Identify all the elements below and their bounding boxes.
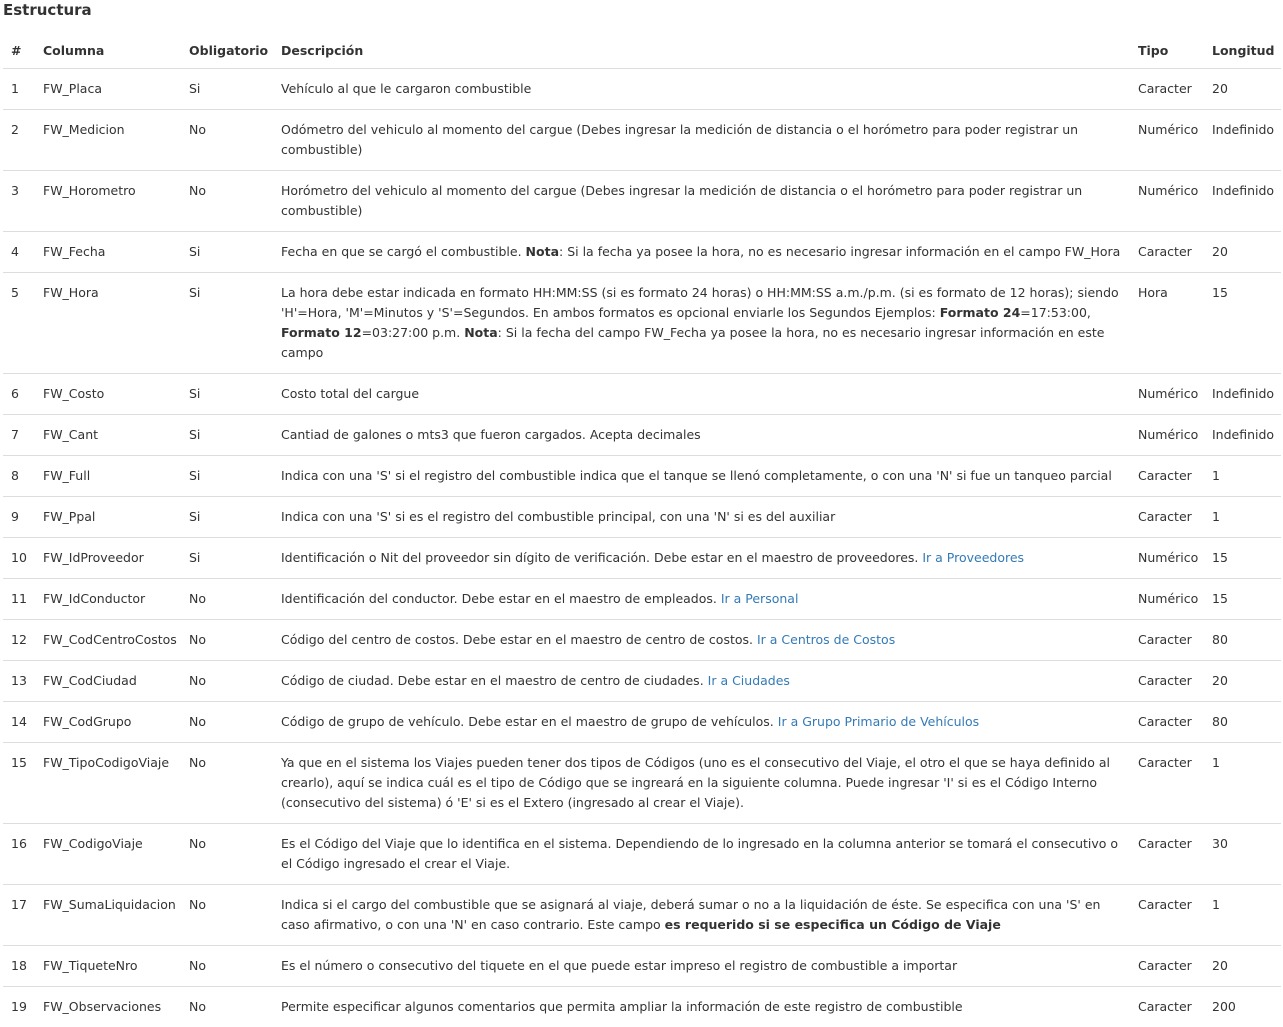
row-descripcion — [273, 946, 1130, 987]
row-longitud: Indefinido — [1204, 415, 1281, 456]
description-bold-text: Formato 24 — [940, 305, 1021, 320]
row-columna: FW_Cant — [35, 415, 181, 456]
description-text: Identificación del conductor. Debe estar en el maestro de empleados. — [281, 591, 721, 606]
row-tipo: Caracter — [1130, 620, 1204, 661]
row-longitud: 1 — [1204, 497, 1281, 538]
description-text: Vehículo al que le cargaron combustible — [281, 81, 531, 96]
row-number: 14 — [3, 702, 35, 743]
row-tipo: Numérico — [1130, 415, 1204, 456]
description-text: Indica si el cargo del combustible que se asignará al viaje, deberá sumar o no a la liquidación de éste. Se especifica con una 'S' en caso afirmativo, o con una 'N' en caso contrario. Este campo — [281, 897, 1100, 932]
row-tipo: Caracter — [1130, 497, 1204, 538]
row-longitud: 1 — [1204, 743, 1281, 824]
row-tipo: Caracter — [1130, 661, 1204, 702]
row-longitud: 20 — [1204, 69, 1281, 110]
row-descripcion — [273, 579, 1130, 620]
description-link[interactable]: Ir a Personal — [721, 591, 799, 606]
row-columna: FW_CodCiudad — [35, 661, 181, 702]
row-obligatorio: Si — [181, 538, 273, 579]
description-text: Código del centro de costos. Debe estar en el maestro de centro de costos. — [281, 632, 757, 647]
row-obligatorio: Si — [181, 497, 273, 538]
row-tipo: Caracter — [1130, 232, 1204, 273]
description-text: : Si la fecha del campo FW_Fecha ya posee la hora, no es necesario ingresar información en este campo — [281, 325, 1104, 360]
row-obligatorio: Si — [181, 456, 273, 497]
row-tipo: Caracter — [1130, 743, 1204, 824]
table-row — [3, 702, 1281, 743]
row-obligatorio: Si — [181, 273, 273, 374]
description-text: =03:27:00 p.m. — [362, 325, 465, 340]
row-obligatorio: Si — [181, 232, 273, 273]
row-number: 6 — [3, 374, 35, 415]
table-row — [3, 538, 1281, 579]
row-tipo: Numérico — [1130, 538, 1204, 579]
row-number: 15 — [3, 743, 35, 824]
description-text: Código de ciudad. Debe estar en el maestro de centro de ciudades. — [281, 673, 708, 688]
table-body — [3, 69, 1281, 1027]
table-row — [3, 171, 1281, 232]
row-longitud: 15 — [1204, 538, 1281, 579]
description-bold-text: Formato 12 — [281, 325, 362, 340]
row-tipo: Numérico — [1130, 374, 1204, 415]
row-tipo: Caracter — [1130, 702, 1204, 743]
row-obligatorio: No — [181, 702, 273, 743]
row-longitud: 20 — [1204, 232, 1281, 273]
row-number: 13 — [3, 661, 35, 702]
row-longitud: Indefinido — [1204, 374, 1281, 415]
description-bold-text: Nota — [464, 325, 497, 340]
row-tipo: Caracter — [1130, 946, 1204, 987]
row-tipo: Caracter — [1130, 456, 1204, 497]
row-obligatorio: Si — [181, 69, 273, 110]
table-row — [3, 885, 1281, 946]
table-row — [3, 374, 1281, 415]
row-longitud: 20 — [1204, 946, 1281, 987]
row-longitud: 200 — [1204, 987, 1281, 1027]
row-columna: FW_TipoCodigoViaje — [35, 743, 181, 824]
table-row — [3, 661, 1281, 702]
description-text: Ya que en el sistema los Viajes pueden tener dos tipos de Códigos (uno es el consecutivo del Viaje, el otro el que se haya definido al crearlo), aquí se indica cuál es el tipo de Código que se ingreará en la siguiente columna. Puede ingresar 'I' si es el Código Interno (consecutivo del sistema) ó 'E' si es el Extero (ingresado al crear el Viaje). — [281, 755, 1110, 810]
row-number: 7 — [3, 415, 35, 456]
row-number: 4 — [3, 232, 35, 273]
table-row — [3, 497, 1281, 538]
page-title: Estructura — [3, 0, 92, 20]
header-descripcion: Descripción — [273, 32, 1130, 69]
table-row — [3, 987, 1281, 1027]
row-number: 8 — [3, 456, 35, 497]
row-columna: FW_SumaLiquidacion — [35, 885, 181, 946]
row-obligatorio: No — [181, 620, 273, 661]
row-columna: FW_CodCentroCostos — [35, 620, 181, 661]
row-tipo: Numérico — [1130, 110, 1204, 171]
row-columna: FW_Placa — [35, 69, 181, 110]
row-descripcion — [273, 743, 1130, 824]
row-descripcion — [273, 538, 1130, 579]
row-number: 9 — [3, 497, 35, 538]
row-number: 2 — [3, 110, 35, 171]
row-columna: FW_TiqueteNro — [35, 946, 181, 987]
table-row — [3, 620, 1281, 661]
row-number: 5 — [3, 273, 35, 374]
row-descripcion — [273, 110, 1130, 171]
row-longitud: 15 — [1204, 273, 1281, 374]
table-row — [3, 273, 1281, 374]
header-tipo: Tipo — [1130, 32, 1204, 69]
description-text: Odómetro del vehiculo al momento del cargue (Debes ingresar la medición de distancia o el horómetro para poder registrar un combustible) — [281, 122, 1078, 157]
table-row — [3, 456, 1281, 497]
row-descripcion — [273, 374, 1130, 415]
row-tipo: Caracter — [1130, 69, 1204, 110]
row-number: 16 — [3, 824, 35, 885]
row-columna: FW_Hora — [35, 273, 181, 374]
row-obligatorio: No — [181, 987, 273, 1027]
row-columna: FW_Observaciones — [35, 987, 181, 1027]
table-row — [3, 69, 1281, 110]
description-text: La hora debe estar indicada en formato HH:MM:SS (si es formato 24 horas) o HH:MM:SS a.m./p.m. (si es formato de 12 horas); siendo 'H'=Hora, 'M'=Minutos y 'S'=Segundos. En ambos formatos es opcional enviarle los Segundos Ejemplos: — [281, 285, 1119, 320]
row-number: 10 — [3, 538, 35, 579]
row-tipo: Caracter — [1130, 824, 1204, 885]
row-number: 12 — [3, 620, 35, 661]
row-number: 18 — [3, 946, 35, 987]
row-columna: FW_IdProveedor — [35, 538, 181, 579]
description-link[interactable]: Ir a Proveedores — [922, 550, 1024, 565]
table-header-row — [3, 32, 1281, 69]
structure-table — [3, 32, 1281, 1027]
row-descripcion — [273, 171, 1130, 232]
table-row — [3, 232, 1281, 273]
description-text: Identificación o Nit del proveedor sin dígito de verificación. Debe estar en el maestro de proveedores. — [281, 550, 922, 565]
row-descripcion — [273, 661, 1130, 702]
description-text: Indica con una 'S' si es el registro del combustible principal, con una 'N' si es del auxiliar — [281, 509, 835, 524]
row-longitud: 1 — [1204, 456, 1281, 497]
table-row — [3, 579, 1281, 620]
row-descripcion — [273, 456, 1130, 497]
row-number: 19 — [3, 987, 35, 1027]
header-longitud: Longitud — [1204, 32, 1281, 69]
row-number: 17 — [3, 885, 35, 946]
row-longitud: 30 — [1204, 824, 1281, 885]
description-text: Es el Código del Viaje que lo identifica en el sistema. Dependiendo de lo ingresado en la columna anterior se tomará el consecutivo o el Código ingresado el crear el Viaje. — [281, 836, 1118, 871]
row-descripcion — [273, 885, 1130, 946]
row-descripcion — [273, 987, 1130, 1027]
description-text: Permite especificar algunos comentarios que permita ampliar la información de este registro de combustible — [281, 999, 963, 1014]
row-obligatorio: Si — [181, 415, 273, 456]
row-descripcion — [273, 69, 1130, 110]
table-row — [3, 824, 1281, 885]
row-longitud: 20 — [1204, 661, 1281, 702]
row-longitud: 80 — [1204, 702, 1281, 743]
row-descripcion — [273, 415, 1130, 456]
row-columna: FW_CodigoViaje — [35, 824, 181, 885]
row-descripcion — [273, 824, 1130, 885]
description-link[interactable]: Ir a Ciudades — [708, 673, 790, 688]
row-tipo: Hora — [1130, 273, 1204, 374]
row-tipo: Numérico — [1130, 579, 1204, 620]
row-number: 3 — [3, 171, 35, 232]
description-bold-text: Nota — [526, 244, 559, 259]
description-text: : Si la fecha ya posee la hora, no es necesario ingresar información en el campo FW_Hora — [559, 244, 1120, 259]
table-row — [3, 415, 1281, 456]
row-descripcion — [273, 497, 1130, 538]
row-obligatorio: No — [181, 110, 273, 171]
row-columna: FW_Horometro — [35, 171, 181, 232]
row-obligatorio: No — [181, 661, 273, 702]
description-link[interactable]: Ir a Grupo Primario de Vehículos — [778, 714, 979, 729]
description-text: =17:53:00, — [1020, 305, 1091, 320]
row-descripcion — [273, 620, 1130, 661]
row-descripcion — [273, 273, 1130, 374]
row-obligatorio: No — [181, 171, 273, 232]
row-tipo: Caracter — [1130, 885, 1204, 946]
row-obligatorio: No — [181, 946, 273, 987]
row-obligatorio: No — [181, 743, 273, 824]
row-longitud: Indefinido — [1204, 171, 1281, 232]
row-number: 11 — [3, 579, 35, 620]
row-longitud: 80 — [1204, 620, 1281, 661]
description-text: Cantiad de galones o mts3 que fueron cargados. Acepta decimales — [281, 427, 701, 442]
row-number: 1 — [3, 69, 35, 110]
row-obligatorio: No — [181, 885, 273, 946]
table-row — [3, 110, 1281, 171]
header-columna: Columna — [35, 32, 181, 69]
row-tipo: Caracter — [1130, 987, 1204, 1027]
header-obligatorio: Obligatorio — [181, 32, 273, 69]
table-row — [3, 743, 1281, 824]
row-obligatorio: No — [181, 824, 273, 885]
row-obligatorio: No — [181, 579, 273, 620]
row-columna: FW_Medicion — [35, 110, 181, 171]
description-text: Fecha en que se cargó el combustible. — [281, 244, 526, 259]
row-columna: FW_IdConductor — [35, 579, 181, 620]
row-obligatorio: Si — [181, 374, 273, 415]
row-columna: FW_Costo — [35, 374, 181, 415]
row-descripcion — [273, 702, 1130, 743]
row-longitud: Indefinido — [1204, 110, 1281, 171]
row-longitud: 15 — [1204, 579, 1281, 620]
row-longitud: 1 — [1204, 885, 1281, 946]
row-tipo: Numérico — [1130, 171, 1204, 232]
row-columna: FW_CodGrupo — [35, 702, 181, 743]
header-number: # — [3, 32, 35, 69]
description-text: Es el número o consecutivo del tiquete en el que puede estar impreso el registro de combustible a importar — [281, 958, 957, 973]
table-row — [3, 946, 1281, 987]
row-descripcion — [273, 232, 1130, 273]
description-text: Código de grupo de vehículo. Debe estar en el maestro de grupo de vehículos. — [281, 714, 778, 729]
description-text: Horómetro del vehiculo al momento del cargue (Debes ingresar la medición de distancia o el horómetro para poder registrar un combustible) — [281, 183, 1082, 218]
row-columna: FW_Fecha — [35, 232, 181, 273]
description-text: Indica con una 'S' si el registro del combustible indica que el tanque se llenó completamente, o con una 'N' si fue un tanqueo parcial — [281, 468, 1112, 483]
row-columna: FW_Ppal — [35, 497, 181, 538]
row-columna: FW_Full — [35, 456, 181, 497]
description-link[interactable]: Ir a Centros de Costos — [757, 632, 895, 647]
description-text: Costo total del cargue — [281, 386, 419, 401]
description-bold-text: es requerido si se especifica un Código de Viaje — [665, 917, 1001, 932]
